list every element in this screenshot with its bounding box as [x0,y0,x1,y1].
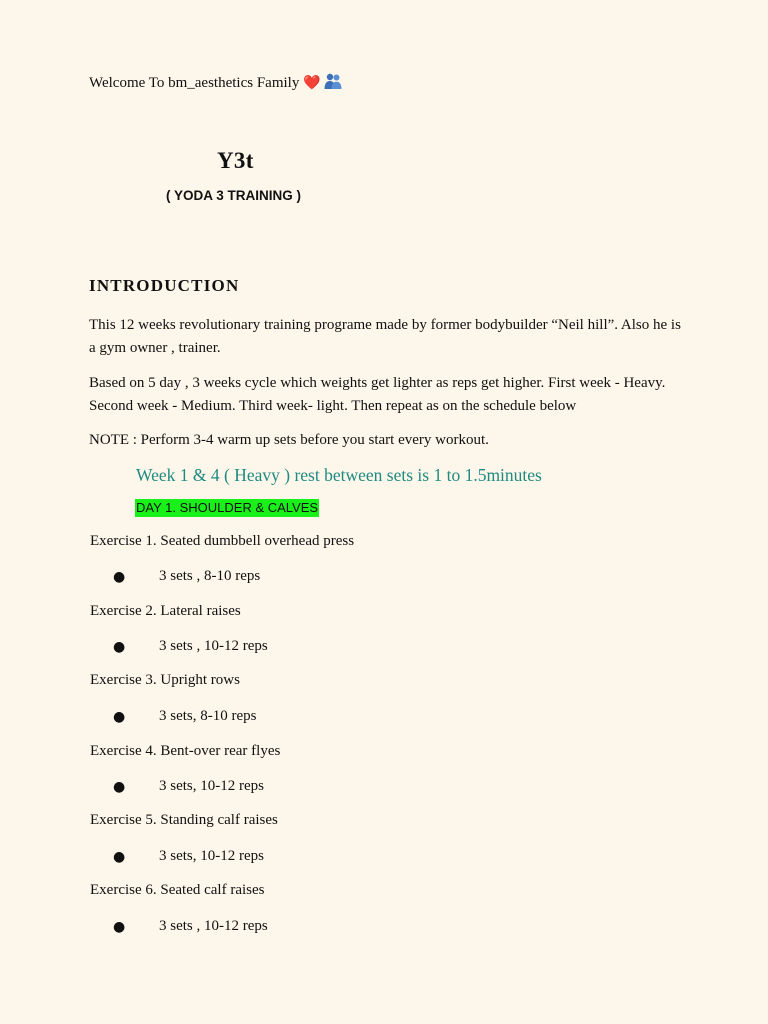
bullet-icon: ● [113,639,126,655]
week-heading: Week 1 & 4 ( Heavy ) rest between sets is 1 to 1.5minutes [136,465,542,485]
heart-icon: ❤️ [303,75,321,91]
people-hugging-icon [324,73,342,89]
welcome-text: Welcome To bm_aesthetics Family [89,75,300,91]
exercise-detail: 3 sets, 10-12 reps [159,778,264,794]
page-title: Y3t [217,148,254,173]
intro-paragraph-2: Based on 5 day , 3 weeks cycle which weights get lighter as reps get higher. First week - Heavy. Second week - Medium. Third week- light. Then repeat as on the schedule below [89,375,666,414]
welcome-line [89,73,342,92]
bullet-icon: ● [113,709,126,725]
exercise-title: Exercise 5. Standing calf raises [90,812,278,828]
exercise-title: Exercise 2. Lateral raises [90,603,241,619]
exercise-detail: 3 sets , 10-12 reps [159,638,268,654]
introduction-heading: INTRODUCTION [89,276,240,295]
exercise-title: Exercise 3. Upright rows [90,672,240,688]
bullet-icon: ● [113,779,126,795]
exercise-title: Exercise 1. Seated dumbbell overhead press [90,533,355,549]
exercise-detail: 3 sets , 10-12 reps [159,918,268,934]
bullet-icon: ● [113,919,126,935]
intro-note: NOTE : Perform 3-4 warm up sets before you start every workout. [89,432,489,448]
exercise-title: Exercise 4. Bent-over rear flyes [90,743,281,759]
exercise-title: Exercise 6. Seated calf raises [90,882,265,898]
intro-paragraph-1: This 12 weeks revolutionary training programe made by former bodybuilder “Neil hill”. Also he is a gym owner , trainer. [89,317,681,356]
exercise-detail: 3 sets , 8-10 reps [159,568,261,584]
bullet-icon: ● [113,849,126,865]
exercise-detail: 3 sets, 8-10 reps [159,708,257,724]
page-subtitle: ( YODA 3 TRAINING ) [166,188,302,203]
bullet-icon: ● [113,569,126,585]
day-heading: DAY 1. SHOULDER & CALVES [136,500,319,515]
exercise-detail: 3 sets, 10-12 reps [159,848,264,864]
